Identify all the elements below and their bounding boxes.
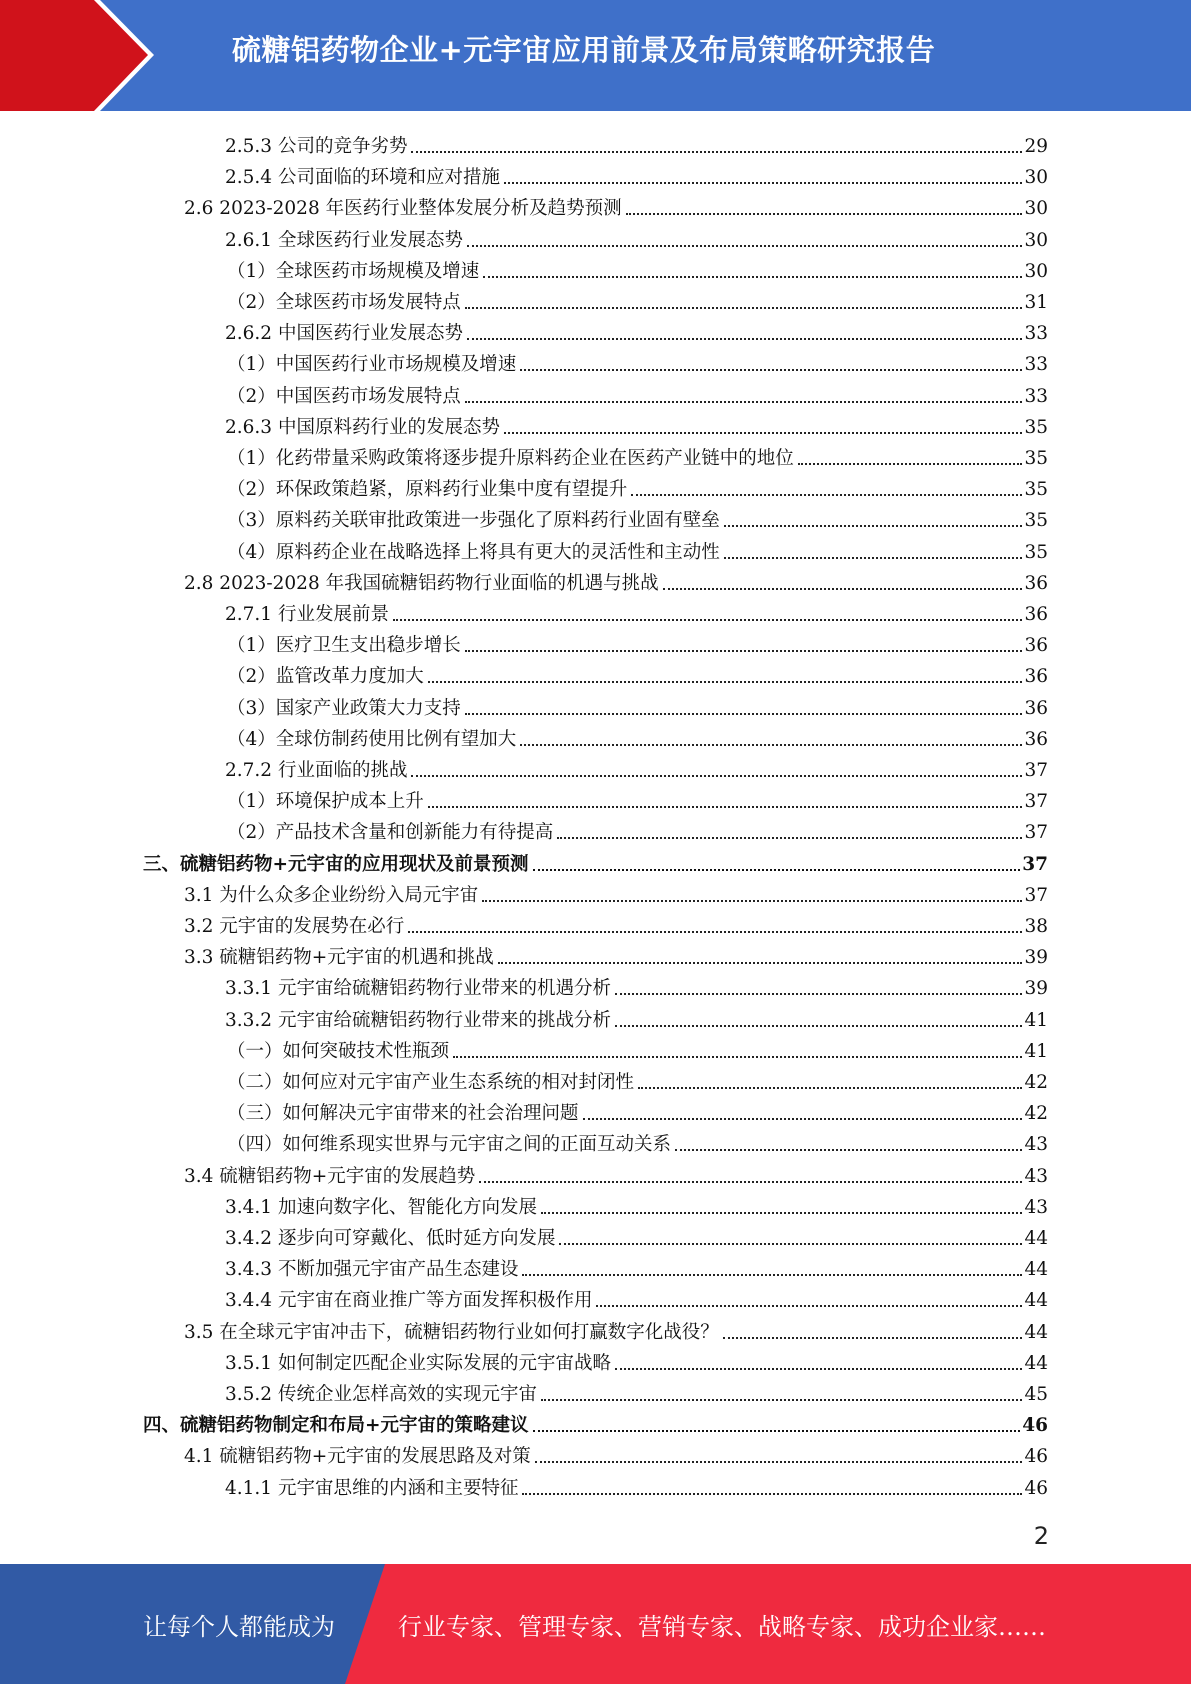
toc-entry-page: 42 <box>1024 1072 1048 1093</box>
toc-entry-title: 3.4.2 逐步向可穿戴化、低时延方向发展 <box>225 1228 556 1249</box>
toc-leader-dots <box>533 1410 1021 1432</box>
toc-entry[interactable] <box>227 533 1048 564</box>
toc-entry-title: （3）原料药关联审批政策进一步强化了原料药行业固有壁垒 <box>227 510 720 531</box>
toc-entry-title: （2）全球医药市场发展特点 <box>227 292 461 313</box>
toc-entry[interactable] <box>225 221 1048 252</box>
toc-entry[interactable] <box>225 1188 1048 1219</box>
toc-entry-page: 33 <box>1024 386 1048 407</box>
toc-entry[interactable] <box>184 1157 1048 1188</box>
toc-entry-page: 35 <box>1024 417 1048 438</box>
toc-entry-page: 44 <box>1024 1259 1048 1280</box>
toc-entry-page: 37 <box>1024 791 1048 812</box>
toc-entry[interactable] <box>225 1344 1048 1375</box>
toc-entry-title: 3.3 硫糖铝药物+元宇宙的机遇和挑战 <box>184 947 494 968</box>
toc-entry-page: 46 <box>1024 1446 1048 1467</box>
toc-entry-page: 33 <box>1024 354 1048 375</box>
toc-entry-title: 4.1 硫糖铝药物+元宇宙的发展思路及对策 <box>184 1446 531 1467</box>
toc-entry-page: 30 <box>1024 198 1048 219</box>
toc-entry-page: 36 <box>1024 698 1048 719</box>
toc-entry-page: 35 <box>1024 479 1048 500</box>
toc-entry-page: 37 <box>1024 885 1048 906</box>
toc-entry-page: 43 <box>1024 1166 1048 1187</box>
header-red-arrow <box>0 0 150 111</box>
toc-entry[interactable] <box>225 1375 1048 1406</box>
toc-entry[interactable] <box>184 564 1048 595</box>
toc-entry-page: 37 <box>1024 822 1048 843</box>
toc-entry[interactable] <box>227 470 1048 501</box>
toc-leader-dots <box>483 256 1022 278</box>
toc-entry-page: 36 <box>1024 635 1048 656</box>
toc-leader-dots <box>465 693 1023 715</box>
toc-entry-page: 45 <box>1024 1384 1048 1405</box>
toc-entry-title: 2.6.3 中国原料药行业的发展态势 <box>225 417 500 438</box>
toc-entry-page: 44 <box>1024 1290 1048 1311</box>
toc-entry-page: 41 <box>1024 1010 1048 1031</box>
toc-leader-dots <box>465 287 1023 309</box>
toc-entry-page: 43 <box>1024 1197 1048 1218</box>
toc-entry[interactable] <box>227 252 1048 283</box>
toc-entry[interactable] <box>225 127 1048 158</box>
toc-entry[interactable] <box>184 189 1048 220</box>
toc-entry-title: 3.5 在全球元宇宙冲击下，硫糖铝药物行业如何打赢数字化战役？ <box>184 1322 719 1343</box>
toc-entry-page: 36 <box>1024 573 1048 594</box>
toc-entry[interactable] <box>227 1125 1048 1156</box>
toc-entry-title: （四）如何维系现实世界与元宇宙之间的正面互动关系 <box>227 1134 672 1155</box>
toc-entry-page: 35 <box>1024 542 1048 563</box>
toc-entry[interactable] <box>184 876 1048 907</box>
toc-entry-title: 3.5.1 如何制定匹配企业实际发展的元宇宙战略 <box>225 1353 611 1374</box>
toc-entry-page: 46 <box>1024 1478 1048 1499</box>
toc-entry-page: 44 <box>1024 1322 1048 1343</box>
toc-leader-dots <box>393 599 1022 621</box>
page-header <box>0 0 1191 111</box>
toc-leader-dots <box>411 755 1022 777</box>
toc-entry-title: （1）医疗卫生支出稳步增长 <box>227 635 461 656</box>
toc-entry[interactable] <box>184 1437 1048 1468</box>
toc-leader-dots <box>428 786 1023 808</box>
toc-entry[interactable] <box>225 408 1048 439</box>
toc-leader-dots <box>520 724 1022 746</box>
toc-leader-dots <box>675 1129 1022 1151</box>
toc-entry-title: 3.4.1 加速向数字化、智能化方向发展 <box>225 1197 537 1218</box>
toc-entry-page: 29 <box>1024 136 1048 157</box>
toc-leader-dots <box>465 381 1023 403</box>
toc-entry-page: 36 <box>1024 604 1048 625</box>
toc-leader-dots <box>533 849 1021 871</box>
toc-entry[interactable] <box>184 907 1048 938</box>
toc-entry-page: 46 <box>1022 1415 1048 1436</box>
toc-entry[interactable] <box>143 845 1048 876</box>
toc-entry[interactable] <box>227 1094 1048 1125</box>
toc-entry-title: （2）中国医药市场发展特点 <box>227 386 461 407</box>
toc-entry-title: 3.3.1 元宇宙给硫糖铝药物行业带来的机遇分析 <box>225 978 611 999</box>
toc-leader-dots <box>504 412 1022 434</box>
toc-leader-dots <box>467 318 1022 340</box>
toc-entry-title: （4）原料药企业在战略选择上将具有更大的灵活性和主动性 <box>227 542 720 563</box>
toc-leader-dots <box>411 131 1022 153</box>
toc-entry[interactable] <box>225 969 1048 1000</box>
toc-entry-title: 三、硫糖铝药物+元宇宙的应用现状及前景预测 <box>143 854 529 875</box>
toc-leader-dots <box>723 1317 1023 1339</box>
toc-leader-dots <box>465 630 1023 652</box>
toc-entry-page: 43 <box>1024 1134 1048 1155</box>
toc-leader-dots <box>557 817 1022 839</box>
toc-entry[interactable] <box>184 938 1048 969</box>
toc-entry-page: 31 <box>1024 292 1048 313</box>
toc-entry-title: 3.4 硫糖铝药物+元宇宙的发展趋势 <box>184 1166 476 1187</box>
toc-entry[interactable] <box>225 595 1048 626</box>
toc-leader-dots <box>541 1192 1022 1214</box>
toc-entry[interactable] <box>227 345 1048 376</box>
toc-leader-dots <box>724 505 1023 527</box>
toc-entry-page: 41 <box>1024 1041 1048 1062</box>
toc-entry[interactable] <box>225 314 1048 345</box>
toc-entry[interactable] <box>225 1001 1048 1032</box>
toc-entry-title: （1）化药带量采购政策将逐步提升原料药企业在医药产业链中的地位 <box>227 448 794 469</box>
toc-leader-dots <box>479 1161 1022 1183</box>
toc-entry[interactable] <box>227 501 1048 532</box>
toc-leader-dots <box>615 1348 1022 1370</box>
toc-entry-title: （1）全球医药市场规模及增速 <box>227 261 480 282</box>
toc-entry-page: 37 <box>1024 760 1048 781</box>
toc-leader-dots <box>583 1098 1023 1120</box>
toc-entry[interactable] <box>225 1281 1048 1312</box>
toc-entry[interactable] <box>227 439 1048 470</box>
toc-entry[interactable] <box>143 1406 1048 1437</box>
page-number: 2 <box>1033 1522 1049 1550</box>
toc-entry-title: （1）环境保护成本上升 <box>227 791 424 812</box>
toc-entry-title: （2）监管改革力度加大 <box>227 666 424 687</box>
footer-slogan-right: 行业专家、管理专家、营销专家、战略专家、成功企业家…… <box>398 1613 1046 1641</box>
toc-entry-page: 36 <box>1024 729 1048 750</box>
toc-entry-title: （3）国家产业政策大力支持 <box>227 698 461 719</box>
toc-entry-page: 37 <box>1022 854 1048 875</box>
toc-entry[interactable] <box>227 377 1048 408</box>
toc-entry-title: （4）全球仿制药使用比例有望加大 <box>227 729 517 750</box>
toc-entry-page: 30 <box>1024 230 1048 251</box>
toc-entry-page: 35 <box>1024 510 1048 531</box>
toc-entry-title: 2.6.2 中国医药行业发展态势 <box>225 323 463 344</box>
toc-leader-dots <box>559 1223 1022 1245</box>
toc-entry[interactable] <box>225 1250 1048 1281</box>
toc-entry-title: 2.5.3 公司的竞争劣势 <box>225 136 408 157</box>
toc-entry[interactable] <box>227 283 1048 314</box>
toc-entry-title: 3.4.4 元宇宙在商业推广等方面发挥积极作用 <box>225 1290 593 1311</box>
toc-entry-title: （2）环保政策趋紧，原料药行业集中度有望提升 <box>227 479 628 500</box>
toc-entry-page: 44 <box>1024 1353 1048 1374</box>
toc-leader-dots <box>428 661 1023 683</box>
toc-entry-title: 3.4.3 不断加强元宇宙产品生态建设 <box>225 1259 519 1280</box>
toc-entry-title: （一）如何突破技术性瓶颈 <box>227 1041 450 1062</box>
toc-leader-dots <box>541 1379 1022 1401</box>
toc-entry-title: 4.1.1 元宇宙思维的内涵和主要特征 <box>225 1478 519 1499</box>
toc-entry[interactable] <box>227 689 1048 720</box>
toc-entry-title: 2.7.1 行业发展前景 <box>225 604 389 625</box>
toc-entry[interactable] <box>227 813 1048 844</box>
toc-leader-dots <box>453 1036 1022 1058</box>
toc-entry-title: 3.2 元宇宙的发展势在必行 <box>184 916 405 937</box>
toc-entry-page: 42 <box>1024 1103 1048 1124</box>
toc-entry[interactable] <box>225 158 1048 189</box>
toc-leader-dots <box>724 537 1023 559</box>
toc-entry-title: 2.6.1 全球医药行业发展态势 <box>225 230 463 251</box>
toc-entry-title: （1）中国医药行业市场规模及增速 <box>227 354 517 375</box>
toc-entry-title: （三）如何解决元宇宙带来的社会治理问题 <box>227 1103 579 1124</box>
toc-entry-page: 30 <box>1024 261 1048 282</box>
toc-entry[interactable] <box>227 657 1048 688</box>
toc-leader-dots <box>520 349 1022 371</box>
toc-leader-dots <box>615 1005 1022 1027</box>
toc-entry[interactable] <box>225 751 1048 782</box>
toc-entry-page: 33 <box>1024 323 1048 344</box>
toc-entry[interactable] <box>184 1313 1048 1344</box>
toc-entry[interactable] <box>227 626 1048 657</box>
toc-leader-dots <box>663 568 1023 590</box>
toc-entry-title: 3.1 为什么众多企业纷纷入局元宇宙 <box>184 885 479 906</box>
toc-leader-dots <box>522 1254 1022 1276</box>
toc-leader-dots <box>615 973 1022 995</box>
toc-entry-title: 2.6 2023-2028 年医药行业整体发展分析及趋势预测 <box>184 198 622 219</box>
toc-entry-page: 38 <box>1024 916 1048 937</box>
toc-entry-title: 2.5.4 公司面临的环境和应对措施 <box>225 167 500 188</box>
page-footer <box>0 1564 1191 1684</box>
toc-entry[interactable] <box>225 1219 1048 1250</box>
toc-leader-dots <box>504 162 1022 184</box>
toc-entry[interactable] <box>227 1032 1048 1063</box>
toc-entry[interactable] <box>227 1063 1048 1094</box>
toc-leader-dots <box>798 443 1023 465</box>
toc-entry[interactable] <box>227 720 1048 751</box>
toc-entry-title: 2.8 2023-2028 年我国硫糖铝药物行业面临的机遇与挑战 <box>184 573 659 594</box>
toc-entry-title: 3.3.2 元宇宙给硫糖铝药物行业带来的挑战分析 <box>225 1010 611 1031</box>
toc-leader-dots <box>498 942 1023 964</box>
toc-entry[interactable] <box>225 1469 1048 1500</box>
toc-entry-title: 3.5.2 传统企业怎样高效的实现元宇宙 <box>225 1384 537 1405</box>
toc-entry-page: 35 <box>1024 448 1048 469</box>
toc-entry-page: 39 <box>1024 978 1048 999</box>
toc-leader-dots <box>408 911 1022 933</box>
report-title: 硫糖铝药物企业+元宇宙应用前景及布局策略研究报告 <box>232 33 936 67</box>
toc-leader-dots <box>522 1473 1022 1495</box>
toc-entry-title: （2）产品技术含量和创新能力有待提高 <box>227 822 554 843</box>
footer-slogan-left: 让每个人都能成为 <box>143 1613 335 1641</box>
toc-entry-title: 2.7.2 行业面临的挑战 <box>225 760 408 781</box>
toc-entry-page: 30 <box>1024 167 1048 188</box>
toc-leader-dots <box>482 880 1022 902</box>
toc-entry[interactable] <box>227 782 1048 813</box>
toc-leader-dots <box>596 1285 1022 1307</box>
toc-entry-page: 44 <box>1024 1228 1048 1249</box>
toc-leader-dots <box>638 1067 1022 1089</box>
toc-leader-dots <box>535 1441 1023 1463</box>
toc-leader-dots <box>467 225 1022 247</box>
toc-entry-title: 四、硫糖铝药物制定和布局+元宇宙的策略建议 <box>143 1415 529 1436</box>
toc-leader-dots <box>626 193 1023 215</box>
toc-entry-page: 36 <box>1024 666 1048 687</box>
toc-entry-title: （二）如何应对元宇宙产业生态系统的相对封闭性 <box>227 1072 635 1093</box>
toc-leader-dots <box>631 474 1022 496</box>
toc-entry-page: 39 <box>1024 947 1048 968</box>
